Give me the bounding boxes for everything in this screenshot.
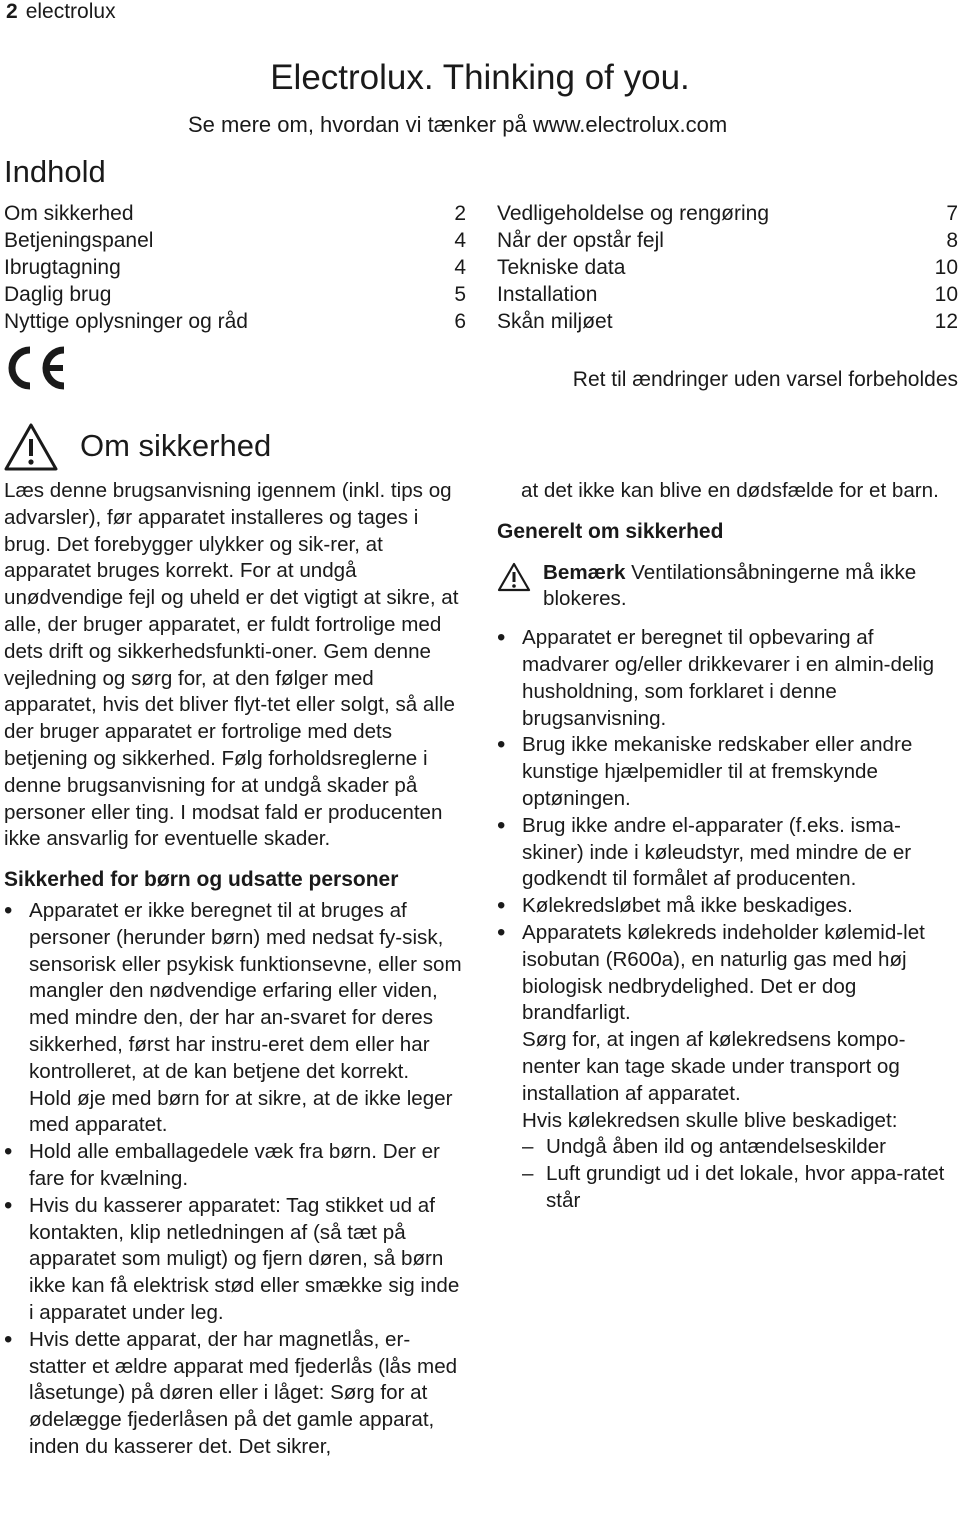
note-label: Bemærk: [543, 560, 626, 584]
right-column: [497, 478, 958, 1215]
list-item: • Brug ikke andre el-apparater (f.eks. isma-skiner) inde i køleudstyr, med mindre de er godkendt til formålet af producenten.: [497, 813, 958, 893]
page-number: 2: [6, 0, 18, 23]
list-item: • Hvis dette apparat, der har magnetlås, er-statter et ældre apparat med fjederlås (lås med låsetunge) på døren eller i låget: Sørg for at ødelægge fjederlåsen på det gamle apparat, inden du kasserer det. Det sikrer,: [4, 1327, 466, 1461]
page-header: [6, 0, 116, 24]
tagline: Se mere om, hvordan vi tænker på www.electrolux.com: [188, 112, 728, 137]
toc-right-column: [497, 200, 958, 335]
toc-entry[interactable]: Daglig brug 5: [4, 283, 466, 306]
list-item: • Apparatet er ikke beregnet til at bruges af personer (herunder børn) med nedsat fy-sisk, sensorisk eller psykisk funktionsevne, eller som mangler den nødvendige erfaring eller viden, med mindre den, der har an-svaret for deres sikkerhed, først har instru-eret dem eller har kontrolleret, at de kan betjene det korrekt. Hold øje med børn for at sikre, at de ikke leger med apparatet.: [4, 898, 466, 1139]
toc-entry[interactable]: Nyttige oplysninger og råd 6: [4, 310, 466, 333]
toc-entry[interactable]: Skån miljøet 12: [497, 310, 958, 333]
list-item: – Luft grundigt ud i det lokale, hvor appa-ratet står: [522, 1161, 958, 1215]
section-title: Om sikkerhed: [80, 428, 272, 463]
warning-icon: [2, 421, 60, 478]
toc-entry[interactable]: Om sikkerhed 2: [4, 202, 466, 225]
list-item: • Hold alle emballagedele væk fra børn. Der er fare for kvælning.: [4, 1139, 466, 1193]
list-item: • Kølekredsløbet må ikke beskadiges.: [497, 893, 958, 920]
list-item: – Undgå åben ild og antændelseskilder: [522, 1134, 958, 1161]
toc-entry[interactable]: Betjeningspanel 4: [4, 229, 466, 252]
general-safety-list: [497, 625, 958, 1027]
toc-entry[interactable]: Ibrugtagning 4: [4, 256, 466, 279]
brand-name: electrolux: [25, 0, 116, 23]
children-safety-list: [4, 898, 466, 1461]
toc-entry[interactable]: Installation 10: [497, 283, 958, 306]
left-column: [4, 478, 466, 1461]
note-block: [497, 560, 958, 614]
toc-entry[interactable]: Når der opstår fejl 8: [497, 229, 958, 252]
general-extra-paragraph: Hvis kølekredsen skulle blive beskadiget:: [522, 1108, 898, 1132]
toc-left-column: [4, 200, 466, 335]
list-item: • Apparatet er beregnet til opbevaring af madvarer og/eller drikkevarer i en almin-delig husholdning, som forklaret i denne brugsanvisning.: [497, 625, 958, 732]
damage-steps-list: [522, 1134, 958, 1214]
note-text: Ventilationsåbningerne må ikke blokeres.: [543, 560, 917, 611]
intro-paragraph: Læs denne brugsanvisning igennem (inkl. tips og advarsler), før apparatet installeres og tages i brug. Det forebygger ulykker og sik-rer, at apparatet bruges korrekt. For at undgå unødvendige fejl og uheld er det vigtigt at sikre, at alle, der bruger apparatet, er fuldt fortrolige med dets drift og sikkerhedsfunkti-oner. Gem denne vejledning og sørg for, at den følger med apparatet, hvis det bliver flyt-tet eller solgt, så alle der bruger apparatet er fortrolige med dets betjening og sikkerhed. Følg forholdsreglerne i denne brugsanvisning for at undgå skader på personer eller ting. I modsat fald er producenten ikke ansvarlig for eventuelle skader.: [4, 479, 459, 851]
toc-title: Indhold: [4, 154, 106, 189]
slogan: Electrolux. Thinking of you.: [270, 58, 690, 97]
list-item: • Brug ikke mekaniske redskaber eller andre kunstige hjælpemidler til at fremskynde optøningen.: [497, 732, 958, 812]
general-safety-heading: Generelt om sikkerhed: [497, 519, 724, 543]
list-item: • Apparatets kølekreds indeholder kølemid-let isobutan (R600a), en naturlig gas med høj biologisk nedbrydelighed. Det er dog brandfarligt.: [497, 920, 958, 1027]
warning-icon: [497, 562, 531, 600]
children-safety-heading: Sikkerhed for børn og udsatte personer: [4, 868, 399, 892]
list-item: • Hvis du kasserer apparatet: Tag stikket ud af kontakten, klip netledningen af (så tæt på apparatet som muligt) og fjern døren, så børn ikke kan få elektrisk stød eller smække sig inde i apparatet under leg.: [4, 1193, 466, 1327]
disclaimer: Ret til ændringer uden varsel forbeholdes: [572, 368, 958, 391]
toc-entry[interactable]: Tekniske data 10: [497, 256, 958, 279]
toc-entry[interactable]: Vedligeholdelse og rengøring 7: [497, 202, 958, 225]
continuation-paragraph: at det ikke kan blive en dødsfælde for et barn.: [521, 479, 939, 502]
general-extra-paragraph: Sørg for, at ingen af kølekredsens kompo-nenter kan tage skade under transport og installation af apparatet.: [522, 1028, 906, 1105]
ce-mark-icon: [4, 344, 68, 397]
